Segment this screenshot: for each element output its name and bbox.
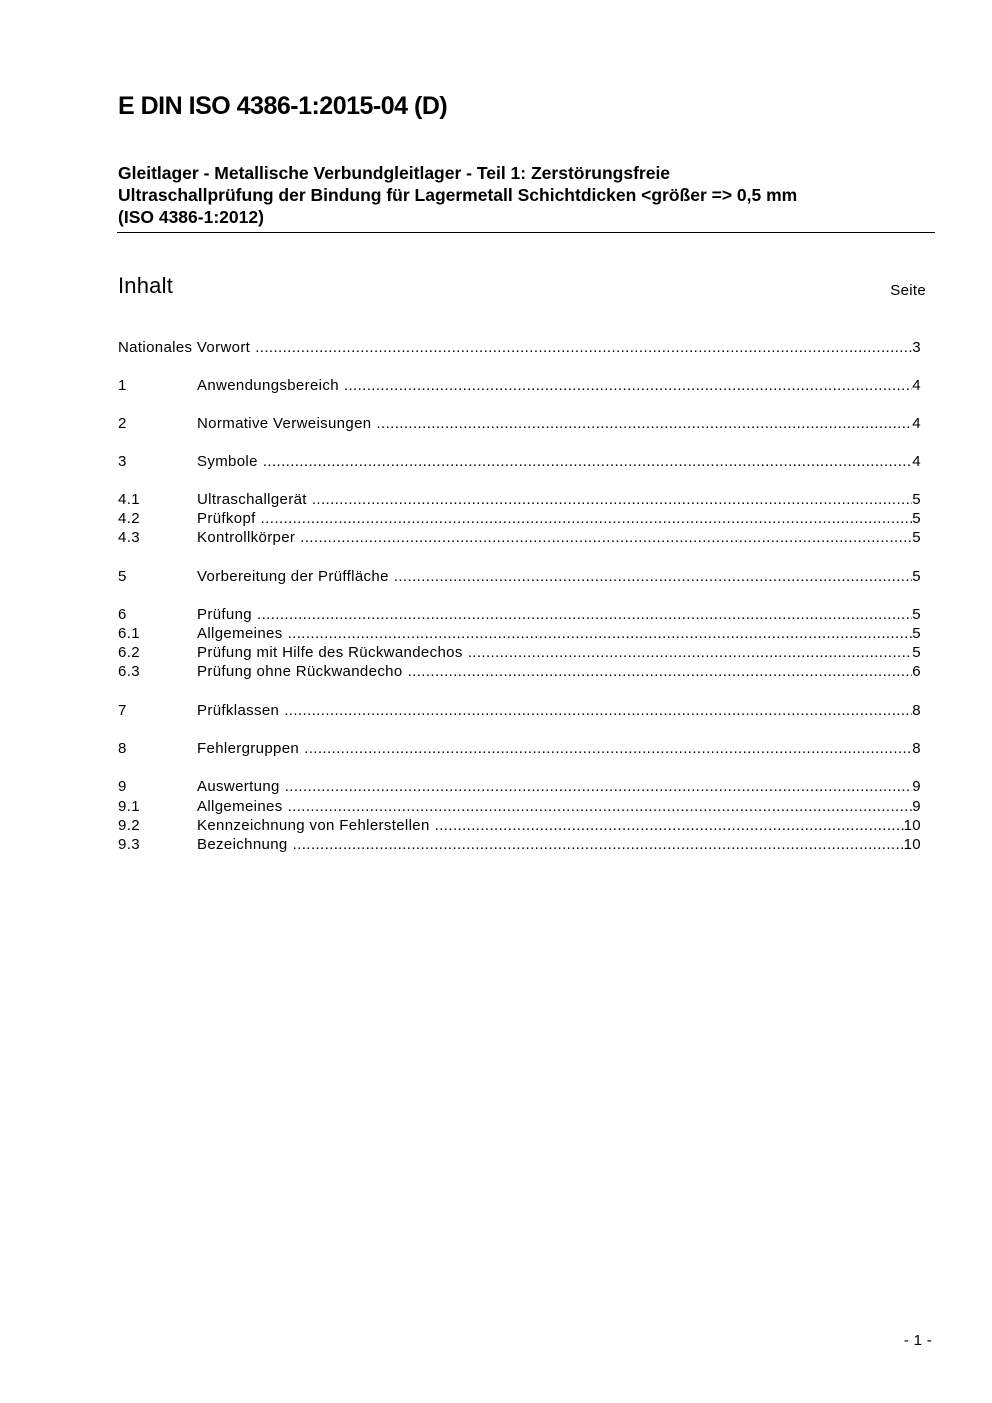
toc-entry[interactable] xyxy=(118,452,921,472)
toc-leader-dots xyxy=(468,643,913,663)
title-divider xyxy=(117,232,935,233)
toc-entry-label: Prüfung ohne Rückwandecho xyxy=(197,663,403,680)
toc-entry[interactable] xyxy=(118,816,921,836)
page-number-footer: - 1 - xyxy=(903,1332,932,1349)
toc-entry-number: 6.2 xyxy=(118,644,140,661)
toc-entry-label: Normative Verweisungen xyxy=(197,415,372,432)
toc-entry-page: 6 xyxy=(912,663,921,680)
toc-entry-number: 2 xyxy=(118,415,127,432)
toc-entry[interactable] xyxy=(118,376,921,396)
toc-leader-dots xyxy=(408,662,913,682)
toc-entry-label: Prüfklassen xyxy=(197,702,280,719)
document-title: E DIN ISO 4386-1:2015-04 (D) xyxy=(118,92,448,120)
toc-entry-page: 9 xyxy=(912,778,921,795)
toc-entry-number: 4.3 xyxy=(118,529,140,546)
document-subtitle xyxy=(118,162,918,228)
toc-leader-dots xyxy=(304,739,912,759)
toc-entry-label: Anwendungsbereich xyxy=(197,377,339,394)
toc-entry-label: Prüfung xyxy=(197,606,252,623)
toc-entry[interactable] xyxy=(118,835,921,855)
toc-entry-label: Prüfkopf xyxy=(197,510,256,527)
toc-entry[interactable] xyxy=(118,414,921,434)
toc-entry-page: 5 xyxy=(912,529,921,546)
toc-entry-label: Ultraschallgerät xyxy=(197,491,307,508)
toc-entry-label: Prüfung mit Hilfe des Rückwandechos xyxy=(197,644,463,661)
toc-entry-label: Allgemeines xyxy=(197,798,283,815)
toc-entry[interactable] xyxy=(118,528,921,548)
toc-entry-label: Bezeichnung xyxy=(197,836,288,853)
subtitle-line: (ISO 4386-1:2012) xyxy=(118,207,264,227)
toc-entry[interactable] xyxy=(118,509,921,529)
subtitle-line: Ultraschallprüfung der Bindung für Lagermetall Schichtdicken <größer => 0,5 mm xyxy=(118,185,798,205)
toc-leader-dots xyxy=(293,835,904,855)
toc-entry[interactable] xyxy=(118,777,921,797)
toc-leader-dots xyxy=(435,816,904,836)
toc-entry-label: Kennzeichnung von Fehlerstellen xyxy=(197,817,430,834)
toc-entry[interactable] xyxy=(118,739,921,759)
toc-entry-page: 8 xyxy=(912,740,921,757)
toc-entry-label: Vorbereitung der Prüffläche xyxy=(197,568,389,585)
toc-entry-number: 9.2 xyxy=(118,817,140,834)
toc-entry[interactable] xyxy=(118,490,921,510)
toc-entry-page: 5 xyxy=(912,606,921,623)
toc-entry[interactable] xyxy=(118,643,921,663)
toc-entry[interactable] xyxy=(118,701,921,721)
toc-leader-dots xyxy=(394,567,913,587)
toc-entry-label: Allgemeines xyxy=(197,625,283,642)
toc-leader-dots xyxy=(257,605,912,625)
toc-leader-dots xyxy=(263,452,912,472)
toc-entry-number: 9.1 xyxy=(118,798,140,815)
toc-entry-page: 5 xyxy=(912,644,921,661)
toc-entry-number: 1 xyxy=(118,377,127,394)
toc-leader-dots xyxy=(285,777,913,797)
toc-entry-number: 4.2 xyxy=(118,510,140,527)
toc-entry-number: 7 xyxy=(118,702,127,719)
toc-entry-number: 5 xyxy=(118,568,127,585)
toc-entry-label: Nationales Vorwort xyxy=(118,339,251,356)
toc-entry-page: 9 xyxy=(912,798,921,815)
toc-leader-dots xyxy=(261,509,913,529)
toc-entry-number: 6 xyxy=(118,606,127,623)
toc-entry-page: 8 xyxy=(912,702,921,719)
toc-leader-dots xyxy=(344,376,912,396)
toc-entry-number: 9 xyxy=(118,778,127,795)
toc-leader-dots xyxy=(300,528,912,548)
toc-entry-page: 5 xyxy=(912,510,921,527)
toc-entry[interactable] xyxy=(118,797,921,817)
toc-entry-label: Symbole xyxy=(197,453,258,470)
toc-entry-page: 5 xyxy=(912,491,921,508)
subtitle-line: Gleitlager - Metallische Verbundgleitlager - Teil 1: Zerstörungsfreie xyxy=(118,163,671,183)
toc-leader-dots xyxy=(376,414,912,434)
toc-entry[interactable] xyxy=(118,338,921,358)
toc-entry-label: Auswertung xyxy=(197,778,280,795)
toc-entry-page: 4 xyxy=(912,415,921,432)
toc-entry-page: 10 xyxy=(903,836,921,853)
toc-leader-dots xyxy=(255,338,912,358)
toc-entry-page: 4 xyxy=(912,377,921,394)
page-column-label: Seite xyxy=(890,282,926,299)
toc-entry[interactable] xyxy=(118,662,921,682)
toc-entry[interactable] xyxy=(118,567,921,587)
toc-entry-label: Fehlergruppen xyxy=(197,740,300,757)
toc-leader-dots xyxy=(284,701,912,721)
toc-leader-dots xyxy=(312,490,912,510)
toc-entry-page: 5 xyxy=(912,568,921,585)
toc-entry-page: 3 xyxy=(912,339,921,356)
toc-entry-number: 4.1 xyxy=(118,491,140,508)
toc-entry-page: 10 xyxy=(903,817,921,834)
toc-entry[interactable] xyxy=(118,624,921,644)
toc-entry[interactable] xyxy=(118,605,921,625)
toc-entry-number: 6.3 xyxy=(118,663,140,680)
toc-leader-dots xyxy=(288,797,913,817)
toc-leader-dots xyxy=(288,624,913,644)
toc-entry-page: 4 xyxy=(912,453,921,470)
toc-entry-number: 6.1 xyxy=(118,625,140,642)
toc-entry-number: 9.3 xyxy=(118,836,140,853)
toc-heading: Inhalt xyxy=(118,273,174,298)
toc-entry-label: Kontrollkörper xyxy=(197,529,296,546)
toc-entry-page: 5 xyxy=(912,625,921,642)
toc-entry-number: 3 xyxy=(118,453,127,470)
toc-entry-number: 8 xyxy=(118,740,127,757)
